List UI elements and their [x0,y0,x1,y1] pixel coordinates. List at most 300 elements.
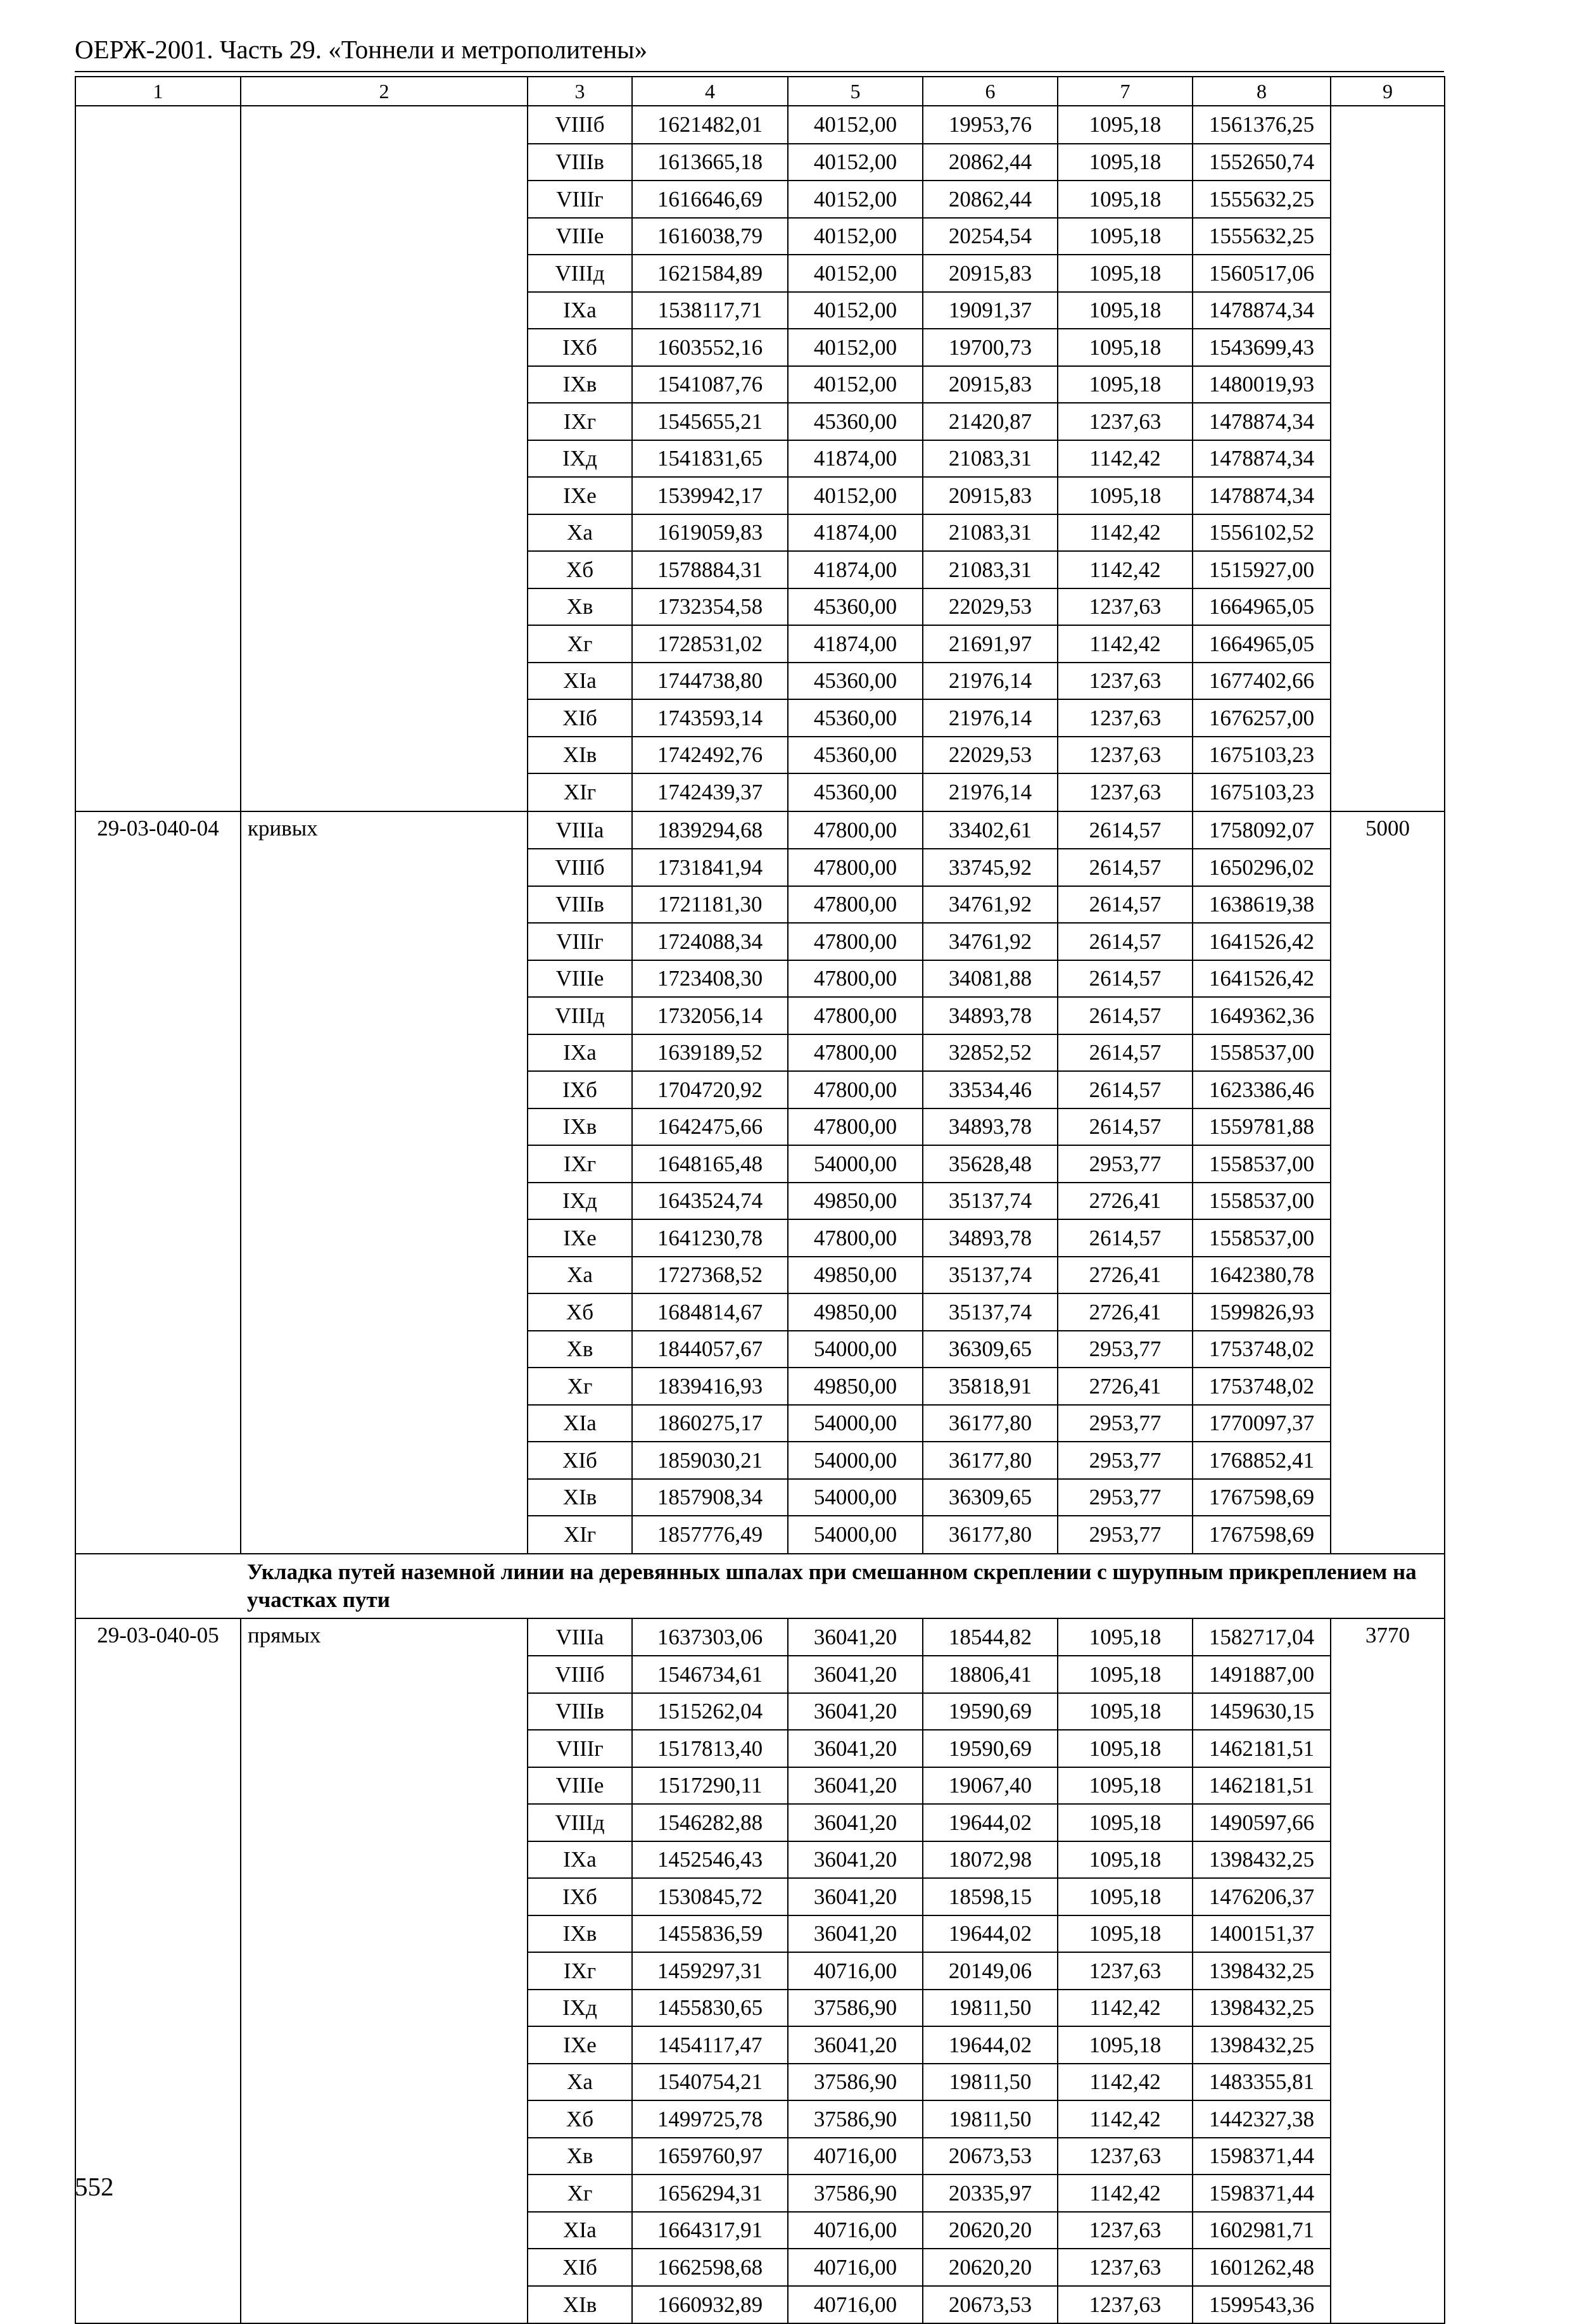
column-header: 7 [1058,77,1193,106]
driver-wage-cell: 1237,63 [1058,1952,1193,1990]
machinery-cell: 34761,92 [923,886,1058,924]
table-row [75,329,1445,366]
driver-wage-cell: 1095,18 [1058,1915,1193,1953]
wage-cell: 40152,00 [788,218,923,255]
materials-cell: 1623386,46 [1193,1071,1331,1108]
materials-cell: 1556102,52 [1193,514,1331,552]
table-row [75,1108,1445,1146]
zone-cell: IXг [528,1952,632,1990]
labor-cell [1331,403,1445,440]
zone-cell: VIIIв [528,1693,632,1730]
driver-wage-cell: 2953,77 [1058,1331,1193,1368]
labor-cell [1331,1145,1445,1183]
table-row [75,1442,1445,1479]
materials-cell: 1558537,00 [1193,1145,1331,1183]
rate-label [241,1841,528,1879]
table-row [75,440,1445,478]
driver-wage-cell: 1095,18 [1058,2026,1193,2064]
labor-cell [1331,144,1445,181]
rate-code [75,1952,241,1990]
labor-cell [1331,366,1445,403]
total-cell: 1546734,61 [632,1656,788,1693]
materials-cell: 1478874,34 [1193,440,1331,478]
total-cell: 1664317,91 [632,2212,788,2249]
table-row [75,1618,1445,1656]
driver-wage-cell: 1237,63 [1058,2286,1193,2324]
driver-wage-cell: 1095,18 [1058,366,1193,403]
wage-cell: 47800,00 [788,811,923,849]
rate-label [241,1952,528,1990]
rate-label [241,2286,528,2324]
table-row [75,1183,1445,1220]
driver-wage-cell: 1142,42 [1058,625,1193,663]
materials-cell: 1770097,37 [1193,1405,1331,1442]
materials-cell: 1400151,37 [1193,1915,1331,1953]
zone-cell: VIIIд [528,1804,632,1841]
driver-wage-cell: 1095,18 [1058,1804,1193,1841]
machinery-cell: 34893,78 [923,1219,1058,1257]
wage-cell: 54000,00 [788,1479,923,1516]
zone-cell: Xб [528,551,632,588]
total-cell: 1621584,89 [632,255,788,292]
total-cell: 1659760,97 [632,2138,788,2175]
machinery-cell: 19644,02 [923,2026,1058,2064]
rate-label [241,1516,528,1554]
machinery-cell: 35818,91 [923,1368,1058,1405]
machinery-cell: 33534,46 [923,1071,1058,1108]
table-row [75,960,1445,998]
machinery-cell: 34893,78 [923,1108,1058,1146]
driver-wage-cell: 2726,41 [1058,1183,1193,1220]
table-row [75,2286,1445,2324]
table-row [75,625,1445,663]
table-row [75,1219,1445,1257]
labor-cell [1331,1034,1445,1072]
zone-cell: VIIIе [528,218,632,255]
column-header: 4 [632,77,788,106]
rate-code [75,588,241,626]
total-cell: 1732056,14 [632,997,788,1034]
table-row [75,2175,1445,2212]
table-row [75,1368,1445,1405]
machinery-cell: 18072,98 [923,1841,1058,1879]
machinery-cell: 34761,92 [923,923,1058,960]
total-cell: 1844057,67 [632,1331,788,1368]
machinery-cell: 20915,83 [923,477,1058,514]
rate-label [241,663,528,700]
labor-cell [1331,1479,1445,1516]
rate-code [75,514,241,552]
zone-cell: IXг [528,403,632,440]
wage-cell: 41874,00 [788,625,923,663]
zone-cell: Xв [528,1331,632,1368]
rate-code [75,1293,241,1331]
driver-wage-cell: 1142,42 [1058,440,1193,478]
rate-label [241,1479,528,1516]
machinery-cell: 20254,54 [923,218,1058,255]
zone-cell: XIб [528,1442,632,1479]
zone-cell: Xа [528,514,632,552]
materials-cell: 1758092,07 [1193,811,1331,849]
labor-cell: 3770 [1331,1618,1445,1656]
rate-label [241,1990,528,2027]
rate-code [75,1368,241,1405]
driver-wage-cell: 2614,57 [1058,960,1193,998]
labor-cell [1331,1331,1445,1368]
rate-code [75,1915,241,1953]
total-cell: 1517290,11 [632,1767,788,1805]
table-row [75,514,1445,552]
driver-wage-cell: 1142,42 [1058,551,1193,588]
materials-cell: 1552650,74 [1193,144,1331,181]
table-row [75,1915,1445,1953]
driver-wage-cell: 2953,77 [1058,1516,1193,1554]
labor-cell [1331,551,1445,588]
total-cell: 1742439,37 [632,773,788,811]
wage-cell: 36041,20 [788,1841,923,1879]
materials-cell: 1641526,42 [1193,960,1331,998]
total-cell: 1641230,78 [632,1219,788,1257]
materials-cell: 1599826,93 [1193,1293,1331,1331]
table-row [75,1071,1445,1108]
wage-cell: 40716,00 [788,2212,923,2249]
rate-code: 29-03-040-05 [75,1618,241,1656]
labor-cell: 5000 [1331,811,1445,849]
labor-cell [1331,1952,1445,1990]
rate-label [241,255,528,292]
materials-cell: 1676257,00 [1193,699,1331,737]
zone-cell: VIIIд [528,255,632,292]
zone-cell: IXв [528,1915,632,1953]
machinery-cell: 36309,65 [923,1479,1058,1516]
machinery-cell: 18598,15 [923,1878,1058,1915]
wage-cell: 36041,20 [788,1730,923,1767]
wage-cell: 45360,00 [788,773,923,811]
table-row [75,255,1445,292]
table-row [75,1405,1445,1442]
rate-label [241,144,528,181]
driver-wage-cell: 2953,77 [1058,1145,1193,1183]
rate-label [241,2100,528,2138]
rate-label [241,849,528,886]
zone-cell: XIб [528,699,632,737]
driver-wage-cell: 1095,18 [1058,1618,1193,1656]
driver-wage-cell: 1237,63 [1058,403,1193,440]
rate-label [241,1693,528,1730]
rate-label [241,1368,528,1405]
rate-label: кривых [241,811,528,849]
rate-code [75,2138,241,2175]
labor-cell [1331,2100,1445,2138]
rate-code [75,1516,241,1554]
total-cell: 1515262,04 [632,1693,788,1730]
labor-cell [1331,2064,1445,2101]
rate-code [75,1183,241,1220]
machinery-cell: 36177,80 [923,1442,1058,1479]
materials-cell: 1480019,93 [1193,366,1331,403]
zone-cell: VIIIв [528,144,632,181]
labor-cell [1331,2138,1445,2175]
machinery-cell: 20673,53 [923,2286,1058,2324]
total-cell: 1545655,21 [632,403,788,440]
rate-code [75,849,241,886]
column-header: 3 [528,77,632,106]
rate-code [75,106,241,144]
total-cell: 1648165,48 [632,1145,788,1183]
wage-cell: 36041,20 [788,2026,923,2064]
zone-cell: VIIIб [528,849,632,886]
labor-cell [1331,2286,1445,2324]
wage-cell: 47800,00 [788,886,923,924]
table-row [75,1841,1445,1879]
column-header: 1 [75,77,241,106]
total-cell: 1637303,06 [632,1618,788,1656]
table-row [75,292,1445,329]
rate-label [241,1767,528,1805]
rate-code [75,1257,241,1294]
zone-cell: VIIIг [528,181,632,218]
labor-cell [1331,1656,1445,1693]
rate-code [75,144,241,181]
materials-cell: 1398432,25 [1193,1990,1331,2027]
wage-cell: 47800,00 [788,1108,923,1146]
labor-cell [1331,1878,1445,1915]
labor-cell [1331,329,1445,366]
wage-cell: 49850,00 [788,1257,923,1294]
materials-cell: 1582717,04 [1193,1618,1331,1656]
labor-cell [1331,1071,1445,1108]
materials-cell: 1560517,06 [1193,255,1331,292]
labor-cell [1331,1219,1445,1257]
total-cell: 1541087,76 [632,366,788,403]
rate-code: 29-03-040-04 [75,811,241,849]
table-row [75,1804,1445,1841]
rate-code [75,1479,241,1516]
table-row [75,2064,1445,2101]
wage-cell: 40152,00 [788,292,923,329]
rate-code [75,440,241,478]
machinery-cell: 21976,14 [923,663,1058,700]
labor-cell [1331,2026,1445,2064]
total-cell: 1643524,74 [632,1183,788,1220]
labor-cell [1331,514,1445,552]
total-cell: 1857776,49 [632,1516,788,1554]
labor-cell [1331,106,1445,144]
table-row [75,1878,1445,1915]
table-row [75,2026,1445,2064]
rate-code [75,477,241,514]
total-cell: 1857908,34 [632,1479,788,1516]
zone-cell: XIа [528,1405,632,1442]
materials-cell: 1555632,25 [1193,181,1331,218]
rate-label [241,1915,528,1953]
rate-code [75,1405,241,1442]
wage-cell: 54000,00 [788,1331,923,1368]
labor-cell [1331,923,1445,960]
table-row [75,1990,1445,2027]
labor-cell [1331,477,1445,514]
driver-wage-cell: 2726,41 [1058,1293,1193,1331]
table-row [75,773,1445,811]
machinery-cell: 20335,97 [923,2175,1058,2212]
materials-cell: 1478874,34 [1193,477,1331,514]
materials-cell: 1767598,69 [1193,1516,1331,1554]
materials-cell: 1664965,05 [1193,625,1331,663]
driver-wage-cell: 1142,42 [1058,2064,1193,2101]
rate-label [241,551,528,588]
driver-wage-cell: 1095,18 [1058,1730,1193,1767]
labor-cell [1331,1730,1445,1767]
materials-cell: 1398432,25 [1193,2026,1331,2064]
wage-cell: 40152,00 [788,329,923,366]
total-cell: 1723408,30 [632,960,788,998]
rate-code [75,181,241,218]
rate-label [241,960,528,998]
materials-cell: 1478874,34 [1193,292,1331,329]
labor-cell [1331,2249,1445,2286]
driver-wage-cell: 1237,63 [1058,663,1193,700]
driver-wage-cell: 1237,63 [1058,699,1193,737]
materials-cell: 1598371,44 [1193,2138,1331,2175]
total-cell: 1660932,89 [632,2286,788,2324]
rate-code [75,551,241,588]
table-row [75,923,1445,960]
column-header-row [75,77,1445,106]
rate-label [241,1878,528,1915]
driver-wage-cell: 2614,57 [1058,1219,1193,1257]
driver-wage-cell: 2614,57 [1058,849,1193,886]
table-row [75,1145,1445,1183]
machinery-cell: 36177,80 [923,1516,1058,1554]
wage-cell: 40152,00 [788,144,923,181]
machinery-cell: 18544,82 [923,1618,1058,1656]
wage-cell: 37586,90 [788,1990,923,2027]
zone-cell: Xв [528,2138,632,2175]
labor-cell [1331,2175,1445,2212]
table-row [75,588,1445,626]
rate-label [241,1257,528,1294]
labor-cell [1331,699,1445,737]
table-row [75,2138,1445,2175]
wage-cell: 40716,00 [788,2138,923,2175]
total-cell: 1742492,76 [632,737,788,774]
total-cell: 1619059,83 [632,514,788,552]
materials-cell: 1650296,02 [1193,849,1331,886]
rate-code [75,2212,241,2249]
total-cell: 1642475,66 [632,1108,788,1146]
table-row [75,1516,1445,1554]
rate-label [241,1730,528,1767]
wage-cell: 47800,00 [788,1219,923,1257]
table-row [75,106,1445,144]
rate-code [75,1990,241,2027]
total-cell: 1684814,67 [632,1293,788,1331]
rate-code [75,2286,241,2324]
total-cell: 1728531,02 [632,625,788,663]
table-row [75,1952,1445,1990]
column-header: 6 [923,77,1058,106]
driver-wage-cell: 2614,57 [1058,1034,1193,1072]
materials-cell: 1398432,25 [1193,1952,1331,1990]
driver-wage-cell: 1237,63 [1058,2138,1193,2175]
total-cell: 1538117,71 [632,292,788,329]
zone-cell: IXб [528,1071,632,1108]
total-cell: 1613665,18 [632,144,788,181]
driver-wage-cell: 1095,18 [1058,181,1193,218]
rate-label [241,1071,528,1108]
total-cell: 1721181,30 [632,886,788,924]
wage-cell: 47800,00 [788,960,923,998]
wage-cell: 49850,00 [788,1293,923,1331]
labor-cell [1331,1183,1445,1220]
page-number: 552 [75,2172,114,2201]
zone-cell: XIв [528,2286,632,2324]
rate-code [75,773,241,811]
rate-label [241,1034,528,1072]
wage-cell: 41874,00 [788,551,923,588]
total-cell: 1616038,79 [632,218,788,255]
labor-cell [1331,773,1445,811]
wage-cell: 47800,00 [788,849,923,886]
section-heading: Укладка путей наземной линии на деревянных шпалах при смешанном скреплении с шурупным прикреплением на участках пути [241,1554,1445,1618]
rate-code [75,1071,241,1108]
table-row [75,366,1445,403]
machinery-cell: 34081,88 [923,960,1058,998]
labor-cell [1331,1516,1445,1554]
rate-code [75,1841,241,1879]
table-row [75,477,1445,514]
labor-cell [1331,292,1445,329]
machinery-cell: 21976,14 [923,773,1058,811]
wage-cell: 36041,20 [788,1693,923,1730]
wage-cell: 36041,20 [788,1656,923,1693]
table-row [75,1730,1445,1767]
rate-label [241,1183,528,1220]
column-header: 9 [1331,77,1445,106]
labor-cell [1331,997,1445,1034]
zone-cell: Xг [528,2175,632,2212]
total-cell: 1517813,40 [632,1730,788,1767]
labor-cell [1331,2212,1445,2249]
driver-wage-cell: 1237,63 [1058,773,1193,811]
zone-cell: VIIIг [528,923,632,960]
driver-wage-cell: 1095,18 [1058,1878,1193,1915]
rate-code [75,1804,241,1841]
rate-code [75,1219,241,1257]
wage-cell: 36041,20 [788,1767,923,1805]
wage-cell: 54000,00 [788,1145,923,1183]
total-cell: 1455836,59 [632,1915,788,1953]
driver-wage-cell: 1095,18 [1058,477,1193,514]
table-row [75,1331,1445,1368]
rate-label [241,2212,528,2249]
table-row [75,2249,1445,2286]
materials-cell: 1558537,00 [1193,1183,1331,1220]
materials-cell: 1515927,00 [1193,551,1331,588]
driver-wage-cell: 2614,57 [1058,923,1193,960]
wage-cell: 54000,00 [788,1405,923,1442]
driver-wage-cell: 2614,57 [1058,1108,1193,1146]
total-cell: 1459297,31 [632,1952,788,1990]
materials-cell: 1601262,48 [1193,2249,1331,2286]
materials-cell: 1555632,25 [1193,218,1331,255]
wage-cell: 41874,00 [788,514,923,552]
materials-cell: 1753748,02 [1193,1368,1331,1405]
total-cell: 1662598,68 [632,2249,788,2286]
machinery-cell: 20862,44 [923,144,1058,181]
zone-cell: Xа [528,2064,632,2101]
machinery-cell: 22029,53 [923,588,1058,626]
